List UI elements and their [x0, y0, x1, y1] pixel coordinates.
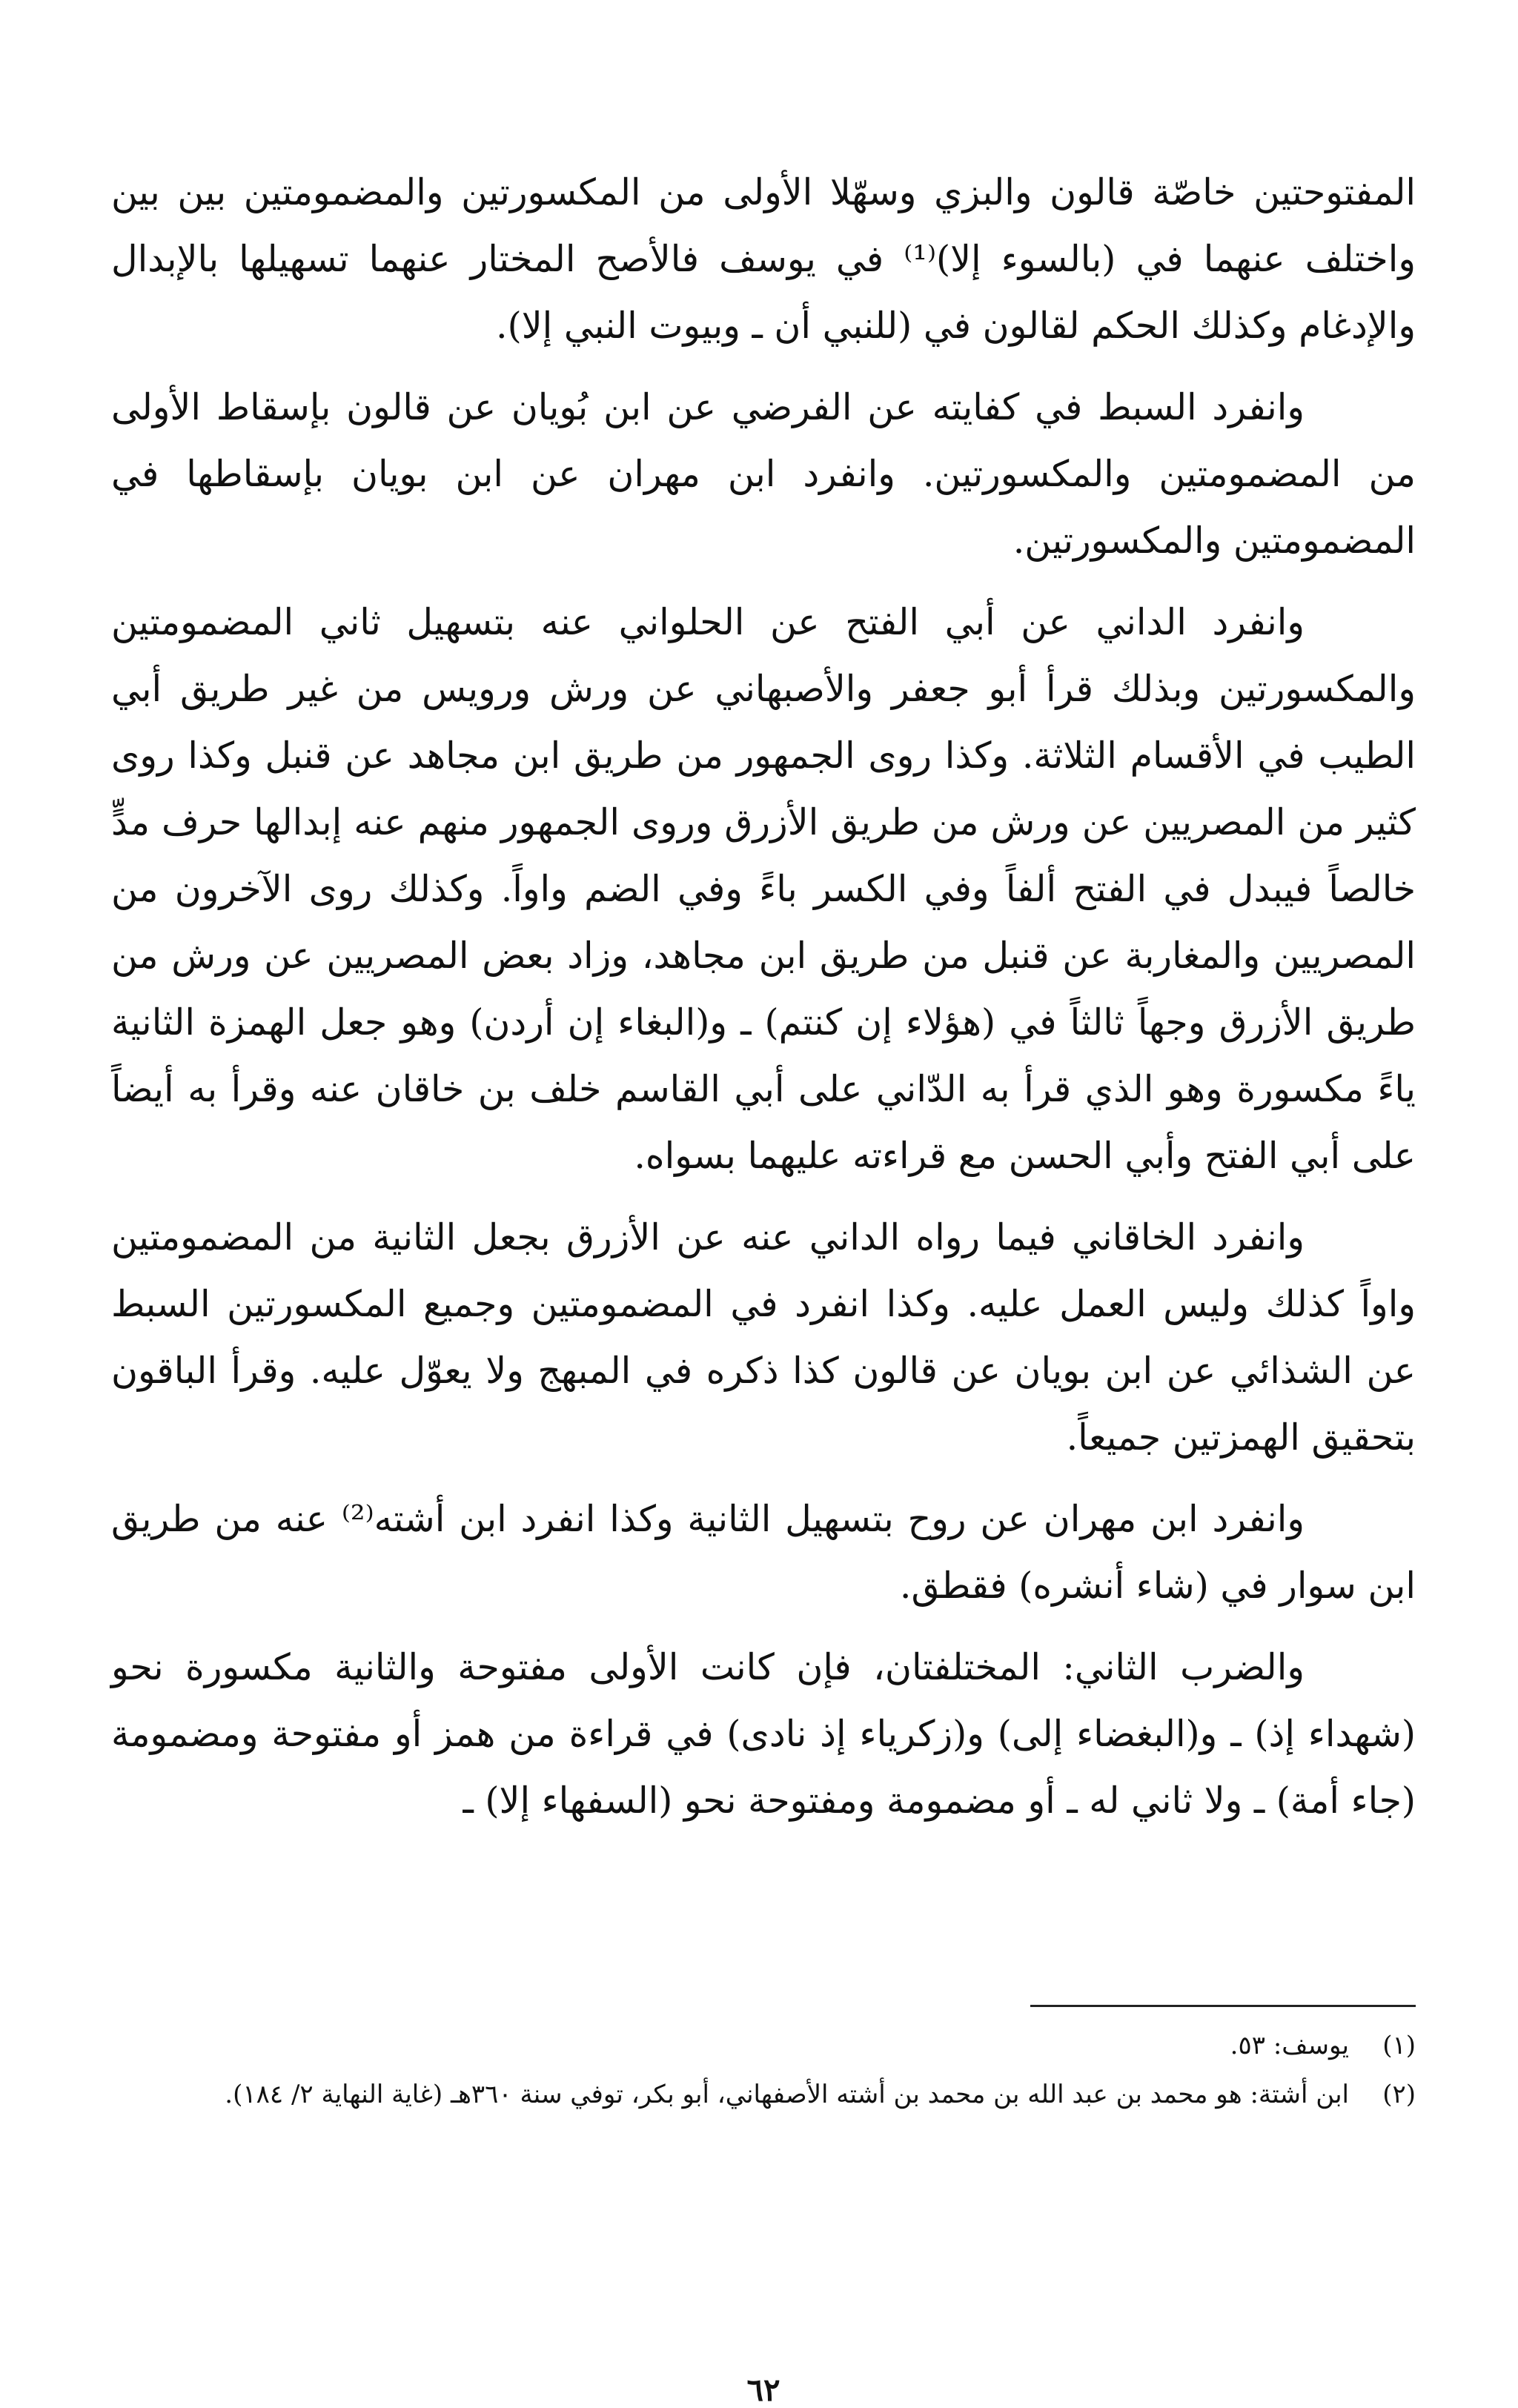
- footnote-1: [111, 2023, 1416, 2068]
- page-number: ٦٢: [746, 2372, 780, 2408]
- paragraph-1: المفتوحتين خاصّة قالون والبزي وسهّلا الأولى من المكسورتين والمضمومتين بين بين واختلف عنهما في (بالسوء إلا)⁽¹⁾ في يوسف فالأصح المختار عنهما تسهيلها بالإبدال والإدغام وكذلك الحكم لقالون في (للنبي أن ـ وبيوت النبي إلا).: [111, 171, 1416, 347]
- main-text: [111, 159, 1416, 1834]
- paragraph-4: وانفرد الخاقاني فيما رواه الداني عنه عن الأزرق بجعل الثانية من المضمومتين واواً كذلك وليس العمل عليه. وكذا انفرد في المضمومتين وجميع المكسورتين السبط عن الشذائي عن ابن بويان عن قالون كذا ذكره في المبهج ولا يعوّل عليه. وقرأ الباقون بتحقيق الهمزتين جميعاً.: [111, 1216, 1416, 1459]
- footnotes: [111, 2023, 1416, 2121]
- footnote-text: ابن أشتة: هو محمد بن عبد الله بن محمد بن أشته الأصفهاني، أبو بكر، توفي سنة ٣٦٠هـ (غاية النهاية ٢/ ١٨٤).: [225, 2080, 1349, 2109]
- paragraph-5: وانفرد ابن مهران عن روح بتسهيل الثانية وكذا انفرد ابن أشته⁽²⁾ عنه من طريق ابن سوار في (شاء أنشره) فقطق.: [111, 1498, 1416, 1607]
- footnote-separator: [1030, 2005, 1416, 2007]
- footnote-number: (١): [1382, 2031, 1416, 2060]
- paragraph-6: والضرب الثاني: المختلفتان، فإن كانت الأولى مفتوحة والثانية مكسورة نحو (شهداء إذ) ـ و(البغضاء إلى) و(زكرياء إذ نادى) في قراءة من همز أو مفتوحة ومضمومة (جاء أمة) ـ ولا ثاني له ـ أو مضمومة ومفتوحة نحو (السفهاء إلا) ـ: [111, 1646, 1416, 1822]
- book-page: [111, 159, 1416, 2408]
- footnote-2: [111, 2072, 1416, 2117]
- footnote-number: (٢): [1382, 2080, 1416, 2109]
- footnote-text: يوسف: ٥٣.: [1230, 2031, 1349, 2060]
- paragraph-2: وانفرد السبط في كفايته عن الفرضي عن ابن بُويان عن قالون بإسقاط الأولى من المضمومتين والمكسورتين. وانفرد ابن مهران عن ابن بويان بإسقاطها في المضمومتين والمكسورتين.: [111, 386, 1416, 562]
- paragraph-3: وانفرد الداني عن أبي الفتح عن الحلواني عنه بتسهيل ثاني المضمومتين والمكسورتين وبذلك قرأ أبو جعفر والأصبهاني عن ورش ورويس من غير طريق أبي الطيب في الأقسام الثلاثة. وكذا روى الجمهور من طريق ابن مجاهد عن قنبل وكذا روى كثير من المصريين عن ورش من طريق الأزرق وروى الجمهور منهم عنه إبدالها حرف مدٍّ خالصاً فيبدل في الفتح ألفاً وفي الكسر باءً وفي الضم واواً. وكذلك روى الآخرون من المصريين والمغاربة عن قنبل من طريق ابن مجاهد، وزاد بعض المصريين عن ورش من طريق الأزرق وجهاً ثالثاً في (هؤلاء إن كنتم) ـ و(البغاء إن أردن) وهو جعل الهمزة الثانية ياءً مكسورة وهو الذي قرأ به الدّاني على أبي القاسم خلف بن خاقان عنه وقرأ به أيضاً على أبي الفتح وأبي الحسن مع قراءته عليهما بسواه.: [111, 601, 1416, 1177]
